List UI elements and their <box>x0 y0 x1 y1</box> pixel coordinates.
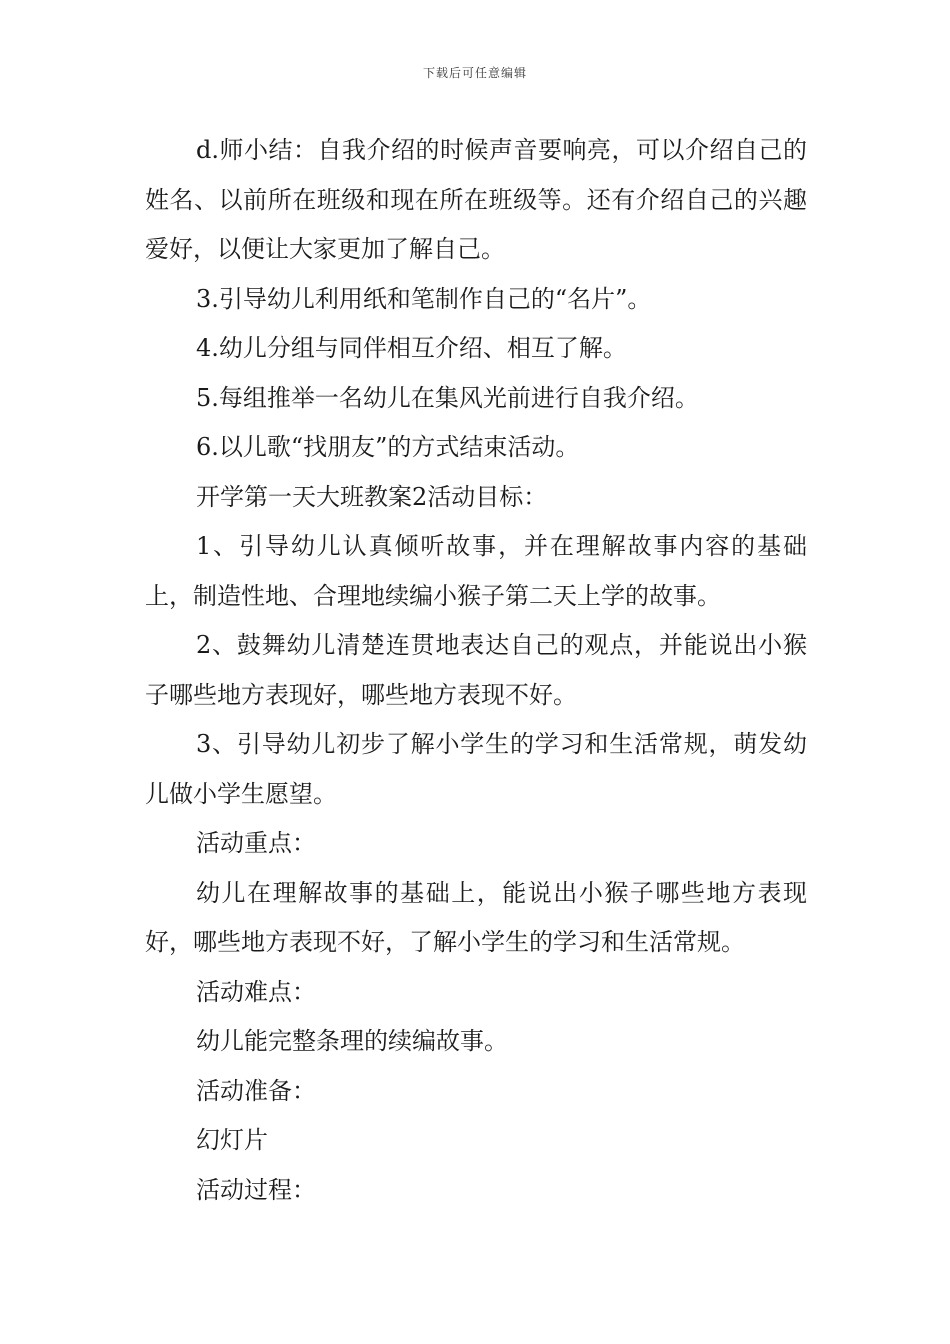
page-header: 下载后可任意编辑 <box>422 66 527 80</box>
paragraph-step-4: 4.幼儿分组与同伴相互介绍、相互了解。 <box>196 334 627 362</box>
heading-difficulties: 活动难点： <box>196 977 316 1006</box>
heading-key-points: 活动重点： <box>196 829 316 857</box>
document-body <box>145 126 807 1215</box>
heading-process: 活动过程： <box>196 1175 316 1204</box>
section-heading-lesson-plan-2: 开学第一天大班教案2活动目标： <box>196 482 548 511</box>
paragraph-step-3: 3.引导幼儿利用纸和笔制作自己的“名片”。 <box>196 284 652 313</box>
paragraph-goal-3: 3、引导幼儿初步了解小学生的学习和生活常规，萌发幼儿做小学生愿望。 <box>145 730 807 808</box>
paragraph-goal-2: 2、鼓舞幼儿清楚连贯地表达自己的观点，并能说出小猴子哪些地方表现好，哪些地方表现不好。 <box>145 631 807 709</box>
paragraph-preparation: 幻灯片 <box>196 1126 268 1154</box>
paragraph-step-5: 5.每组推举一名幼儿在集风光前进行自我介绍。 <box>196 383 699 412</box>
paragraph-goal-1: 1、引导幼儿认真倾听故事，并在理解故事内容的基础上，制造性地、合理地续编小猴子第二天上学的故事。 <box>145 532 807 610</box>
paragraph-teacher-summary: d.师小结：自我介绍的时候声音要响亮，可以介绍自己的姓名、以前所在班级和现在所在班级等。还有介绍自己的兴趣爱好，以便让大家更加了解自己。 <box>145 136 807 263</box>
paragraph-step-6: 6.以儿歌“找朋友”的方式结束活动。 <box>196 433 580 461</box>
heading-preparation: 活动准备： <box>196 1076 316 1105</box>
paragraph-difficulties: 幼儿能完整条理的续编故事。 <box>196 1027 508 1055</box>
paragraph-key-points: 幼儿在理解故事的基础上，能说出小猴子哪些地方表现好，哪些地方表现不好，了解小学生的学习和生活常规。 <box>145 878 807 956</box>
